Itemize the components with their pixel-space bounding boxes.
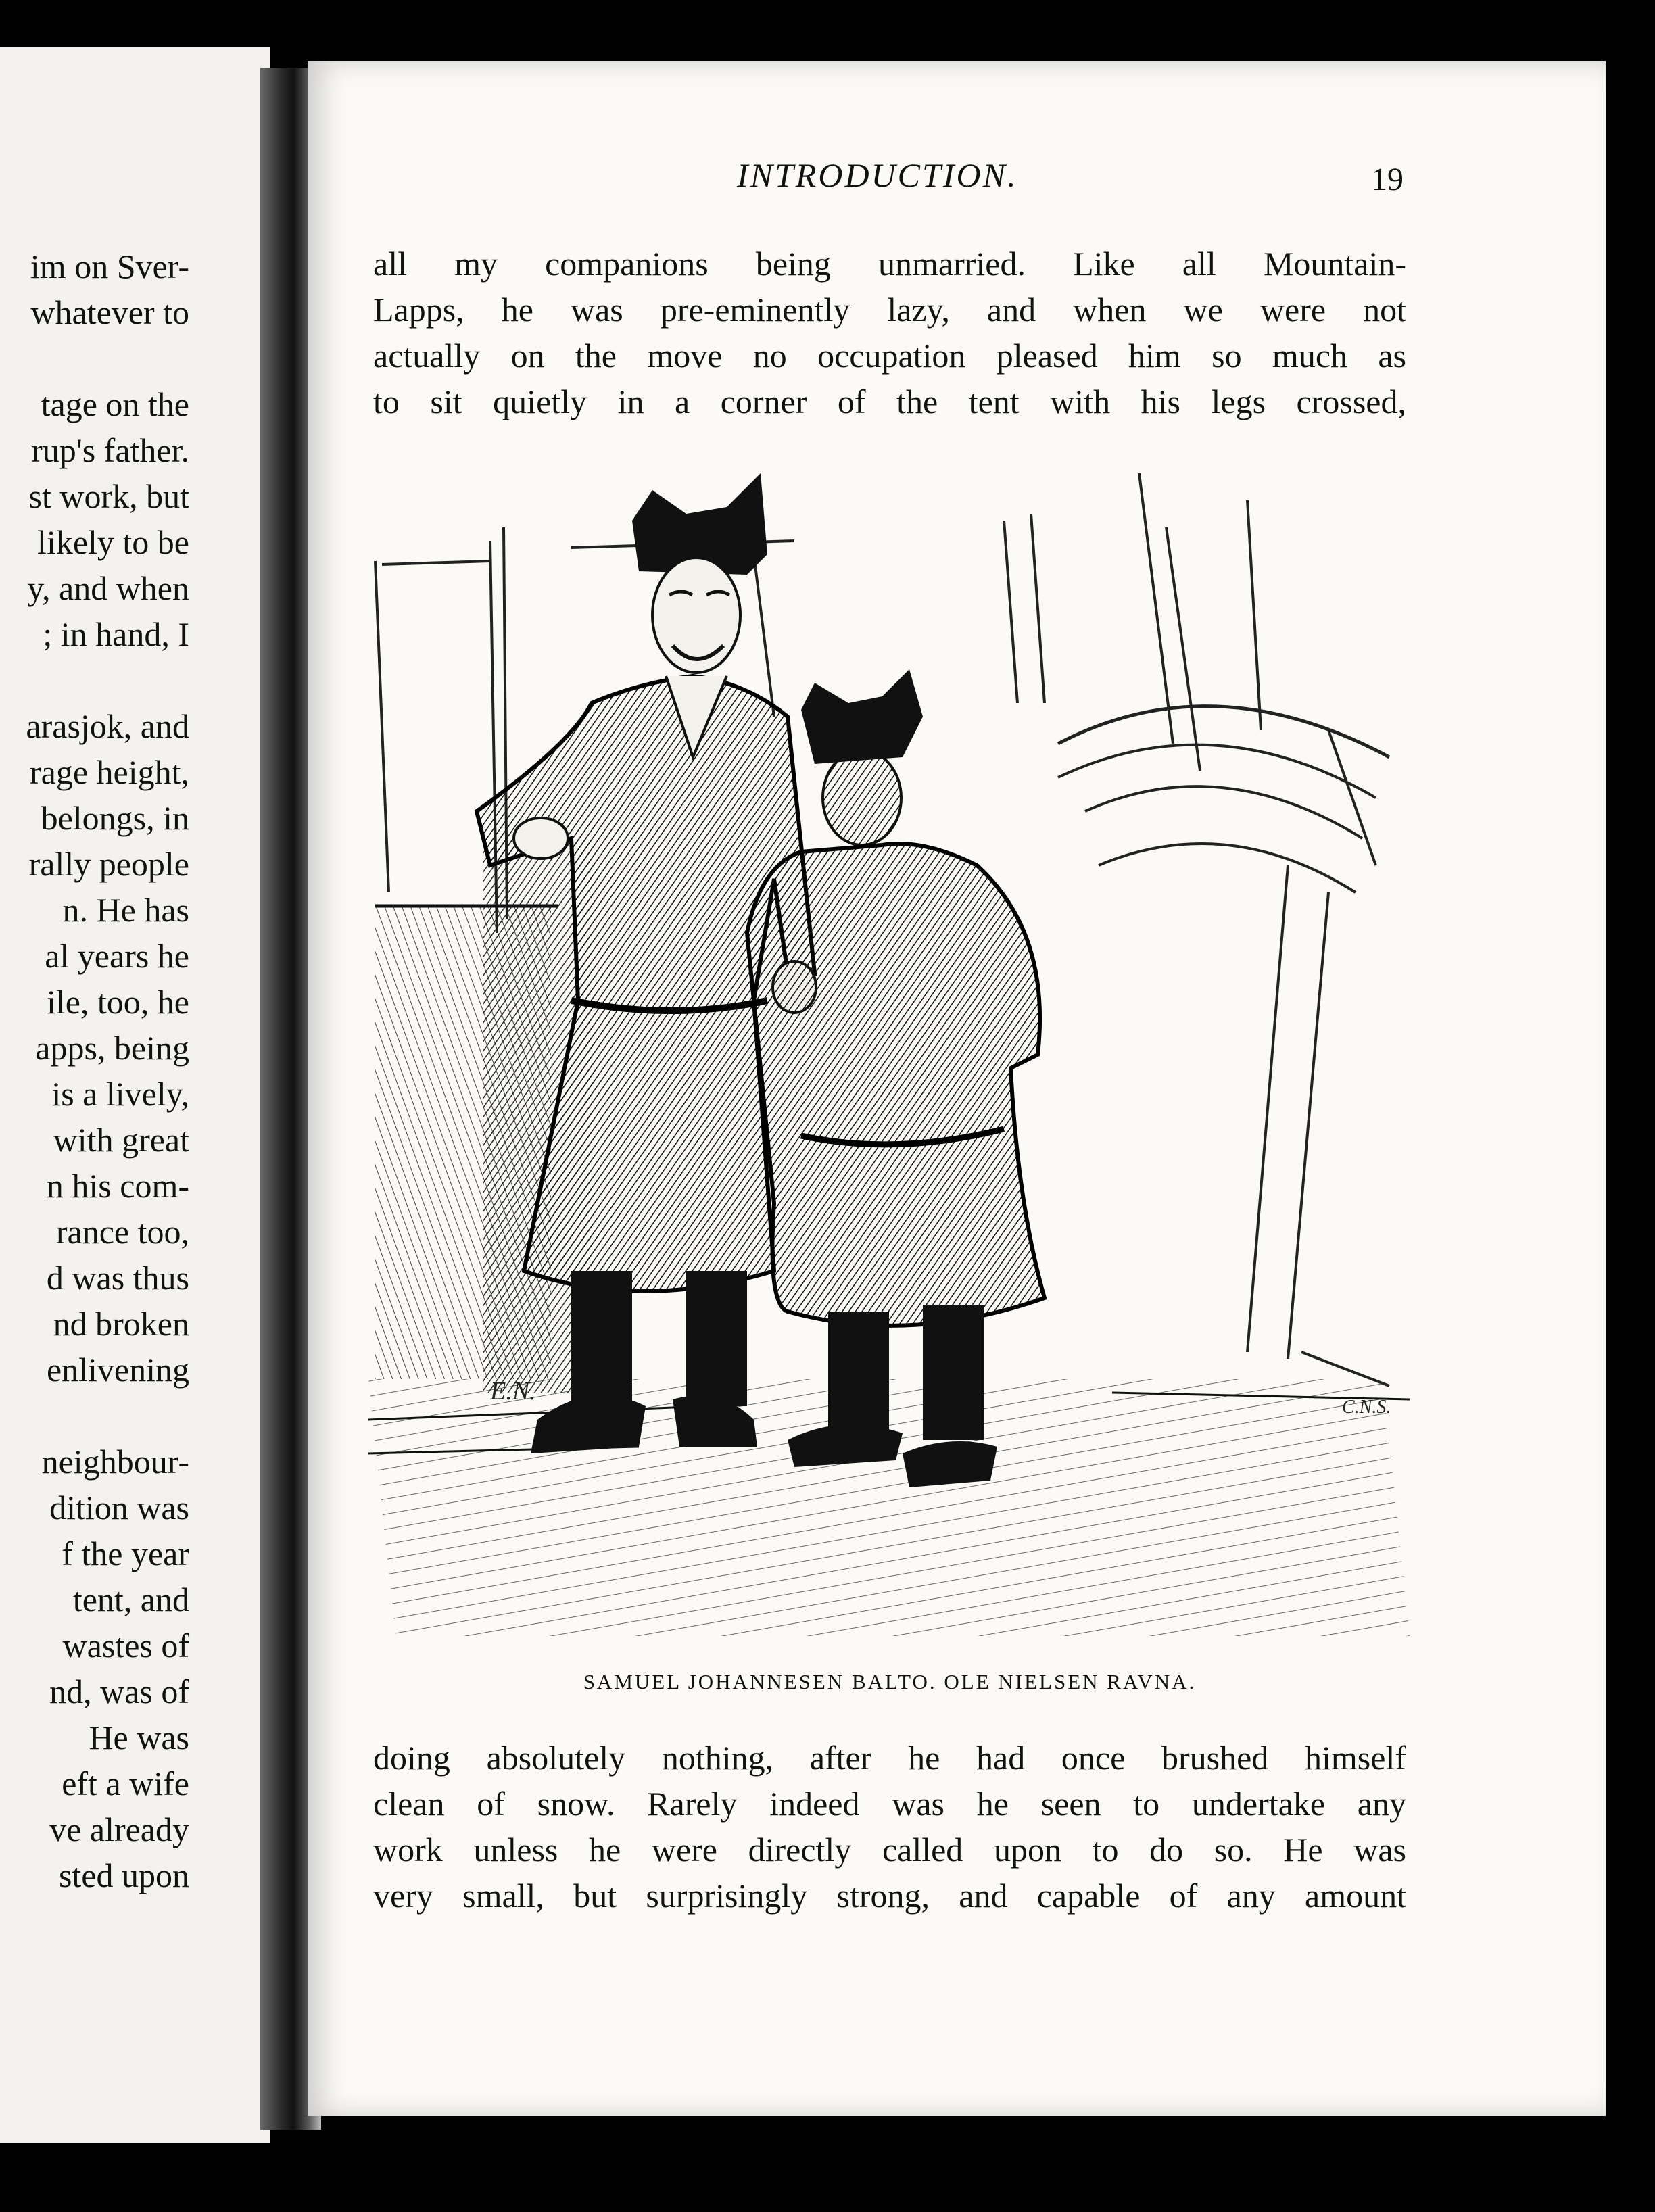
text-line: work unless he were directly called upon to do so. He was [373,1831,1406,1869]
left-page-line: im on Sver- [30,247,189,285]
left-page-text [0,47,270,2143]
left-page-line: n. He has [62,891,189,929]
left-page-line: He was [89,1718,189,1756]
text-line: very small, but surprisingly strong, and capable of any amount [373,1877,1406,1915]
text-line: actually on the move no occupation pleased him so much as [373,337,1406,375]
text-line: clean of snow. Rarely indeed was he seen to undertake any [373,1785,1406,1823]
left-page-line: neighbour- [41,1443,189,1481]
engraving-illustration [368,460,1410,1636]
running-head: INTRODUCTION. [737,156,1018,194]
left-page-line: rage height, [29,753,189,791]
left-page-line: sted upon [58,1856,189,1894]
left-page-line: tent, and [72,1581,189,1618]
left-page-line: tage on the [41,385,189,423]
text-line: Lapps, he was pre-eminently lazy, and when we were not [373,291,1406,329]
left-page-line: wastes of [62,1627,189,1664]
left-page-line: likely to be [37,523,189,561]
text-line: all my companions being unmarried. Like all Mountain- [373,245,1406,283]
left-page-line: rup's father. [31,431,189,469]
left-page-line: st work, but [28,477,189,515]
bottom-paragraph [373,1735,1406,1919]
illustration-caption: SAMUEL JOHANNESEN BALTO. OLE NIELSEN RAVNA. [583,1670,1197,1693]
text-line: doing absolutely nothing, after he had once brushed himself [373,1739,1406,1777]
left-page-line: enlivening [46,1351,189,1389]
left-page-line: is a lively, [51,1075,189,1113]
top-paragraph [373,241,1406,425]
left-page-line: ; in hand, I [43,615,189,653]
left-page-line: arasjok, and [26,707,189,745]
left-page [0,47,270,2143]
left-page-line: whatever to [30,293,189,331]
left-page-line: rally people [28,845,189,883]
engraver-signature: C.N.S. [1342,1397,1391,1418]
left-page-line: rance too, [55,1213,189,1251]
left-page-line: with great [53,1121,189,1159]
left-page-line: n his com- [46,1167,189,1205]
left-page-line: y, and when [27,569,189,607]
left-page-line: belongs, in [41,799,189,837]
left-page-line: apps, being [35,1029,189,1067]
left-page-line: f the year [62,1535,189,1572]
left-page-line: ve already [49,1810,189,1848]
text-line: to sit quietly in a corner of the tent with his legs crossed, [373,383,1406,420]
left-page-line: ile, too, he [46,983,189,1021]
left-page-line: dition was [49,1489,189,1526]
left-page-line: d was thus [46,1259,189,1297]
left-page-line: al years he [45,937,189,975]
artist-monogram: E.N. [490,1377,536,1405]
left-page-line: nd broken [53,1305,189,1343]
left-page-line: eft a wife [62,1764,189,1802]
page-number: 19 [1371,162,1404,197]
left-page-line: nd, was of [49,1673,189,1710]
